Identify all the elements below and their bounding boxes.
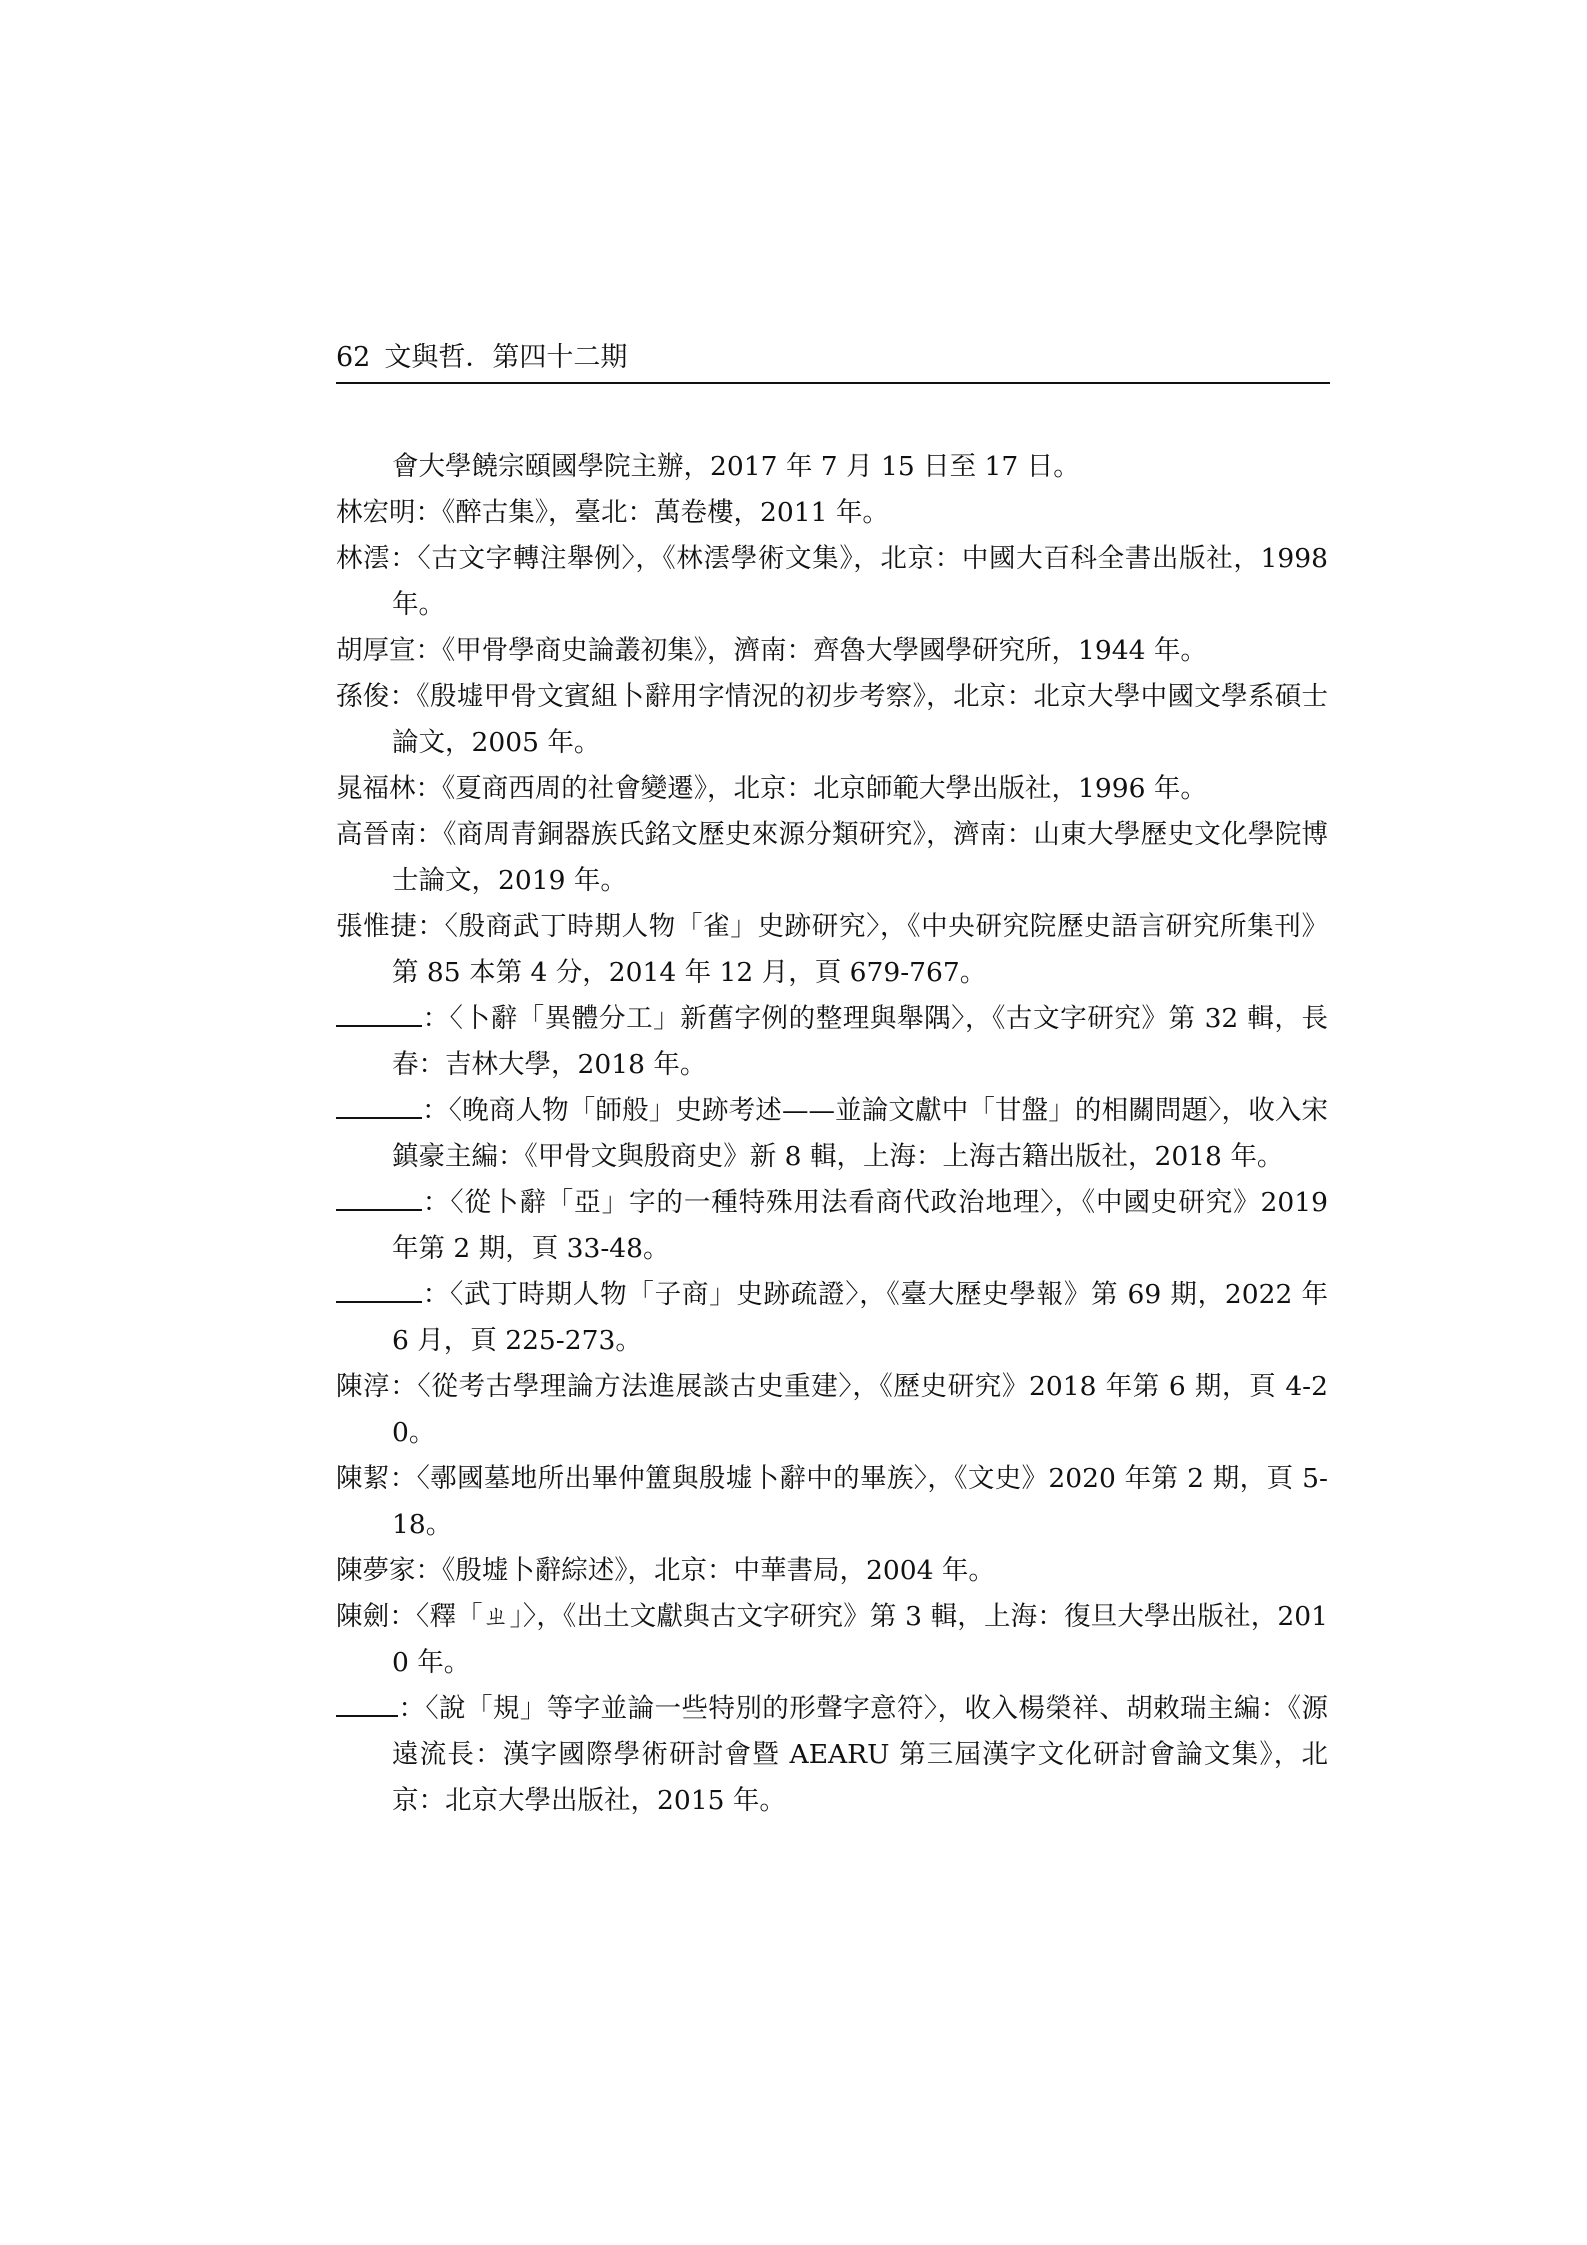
bibliography-entry: 陳絜：〈鄩國墓地所出畢仲簠與殷墟卜辭中的畢族〉，《文史》2020 年第 2 期，頁 5-18。 xyxy=(336,1463,1328,1540)
running-header xyxy=(336,338,1330,384)
ditto-rule xyxy=(336,1001,422,1027)
bibliography-entry: 張惟捷：〈殷商武丁時期人物「雀」史跡研究〉，《中央研究院歷史語言研究所集刊》第 85 本第 4 分，2014 年 12 月，頁 679-767。 xyxy=(336,911,1328,988)
bibliography-entry: ：〈從卜辭「亞」字的一種特殊用法看商代政治地理〉，《中國史研究》2019 年第 2 期，頁 33-48。 xyxy=(336,1180,1328,1272)
ditto-rule xyxy=(336,1093,422,1119)
bibliography-entry: 高晉南：《商周青銅器族氏銘文歷史來源分類研究》，濟南：山東大學歷史文化學院博士論文，2019 年。 xyxy=(336,819,1328,896)
ditto-rule xyxy=(336,1277,422,1303)
bibliography-entry: ：〈卜辭「異體分工」新舊字例的整理與舉隅〉，《古文字研究》第 32 輯，長春：吉林大學，2018 年。 xyxy=(336,996,1328,1088)
bibliography-entry: 林澐：〈古文字轉注舉例〉，《林澐學術文集》，北京：中國大百科全書出版社，1998 年。 xyxy=(336,543,1328,620)
bibliography-entry: 孫俊：《殷墟甲骨文賓組卜辭用字情況的初步考察》，北京：北京大學中國文學系碩士論文，2005 年。 xyxy=(336,681,1328,758)
bibliography-entry: ：〈說「規」等字並論一些特別的形聲字意符〉，收入楊榮祥、胡敕瑞主編：《源遠流長：漢字國際學術研討會暨 AEARU 第三屆漢字文化研討會論文集》，北京：北京大學出版社，2015 年。 xyxy=(336,1686,1328,1824)
bibliography-entry: 陳淳：〈從考古學理論方法進展談古史重建〉，《歷史研究》2018 年第 6 期，頁 4-20。 xyxy=(336,1371,1328,1448)
bibliography-entry: 會大學饒宗頤國學院主辦，2017 年 7 月 15 日至 17 日。 xyxy=(392,451,1080,482)
ditto-rule xyxy=(336,1185,422,1211)
journal-title: 文與哲．第四十二期 xyxy=(384,342,628,373)
bibliography-list xyxy=(336,444,1328,1824)
page-number: 62 xyxy=(336,342,371,373)
bibliography-entry: 晁福林：《夏商西周的社會變遷》，北京：北京師範大學出版社，1996 年。 xyxy=(336,773,1207,804)
bibliography-entry: 陳夢家：《殷墟卜辭綜述》，北京：中華書局，2004 年。 xyxy=(336,1555,995,1586)
bibliography-entry: 林宏明：《醉古集》，臺北：萬卷樓，2011 年。 xyxy=(336,497,889,528)
bibliography-entry: 陳劍：〈釋「ㄓ」〉，《出土文獻與古文字研究》第 3 輯，上海：復旦大學出版社，2010 年。 xyxy=(336,1601,1328,1678)
bibliography-entry: ：〈武丁時期人物「子商」史跡疏證〉，《臺大歷史學報》第 69 期，2022 年 6 月，頁 225-273。 xyxy=(336,1272,1328,1364)
ditto-rule xyxy=(336,1691,398,1717)
bibliography-entry: ：〈晚商人物「師般」史跡考述——並論文獻中「甘盤」的相關問題〉，收入宋鎮豪主編：《甲骨文與殷商史》新 8 輯，上海：上海古籍出版社，2018 年。 xyxy=(336,1088,1328,1180)
bibliography-entry: 胡厚宣：《甲骨學商史論叢初集》，濟南：齊魯大學國學研究所，1944 年。 xyxy=(336,635,1207,666)
